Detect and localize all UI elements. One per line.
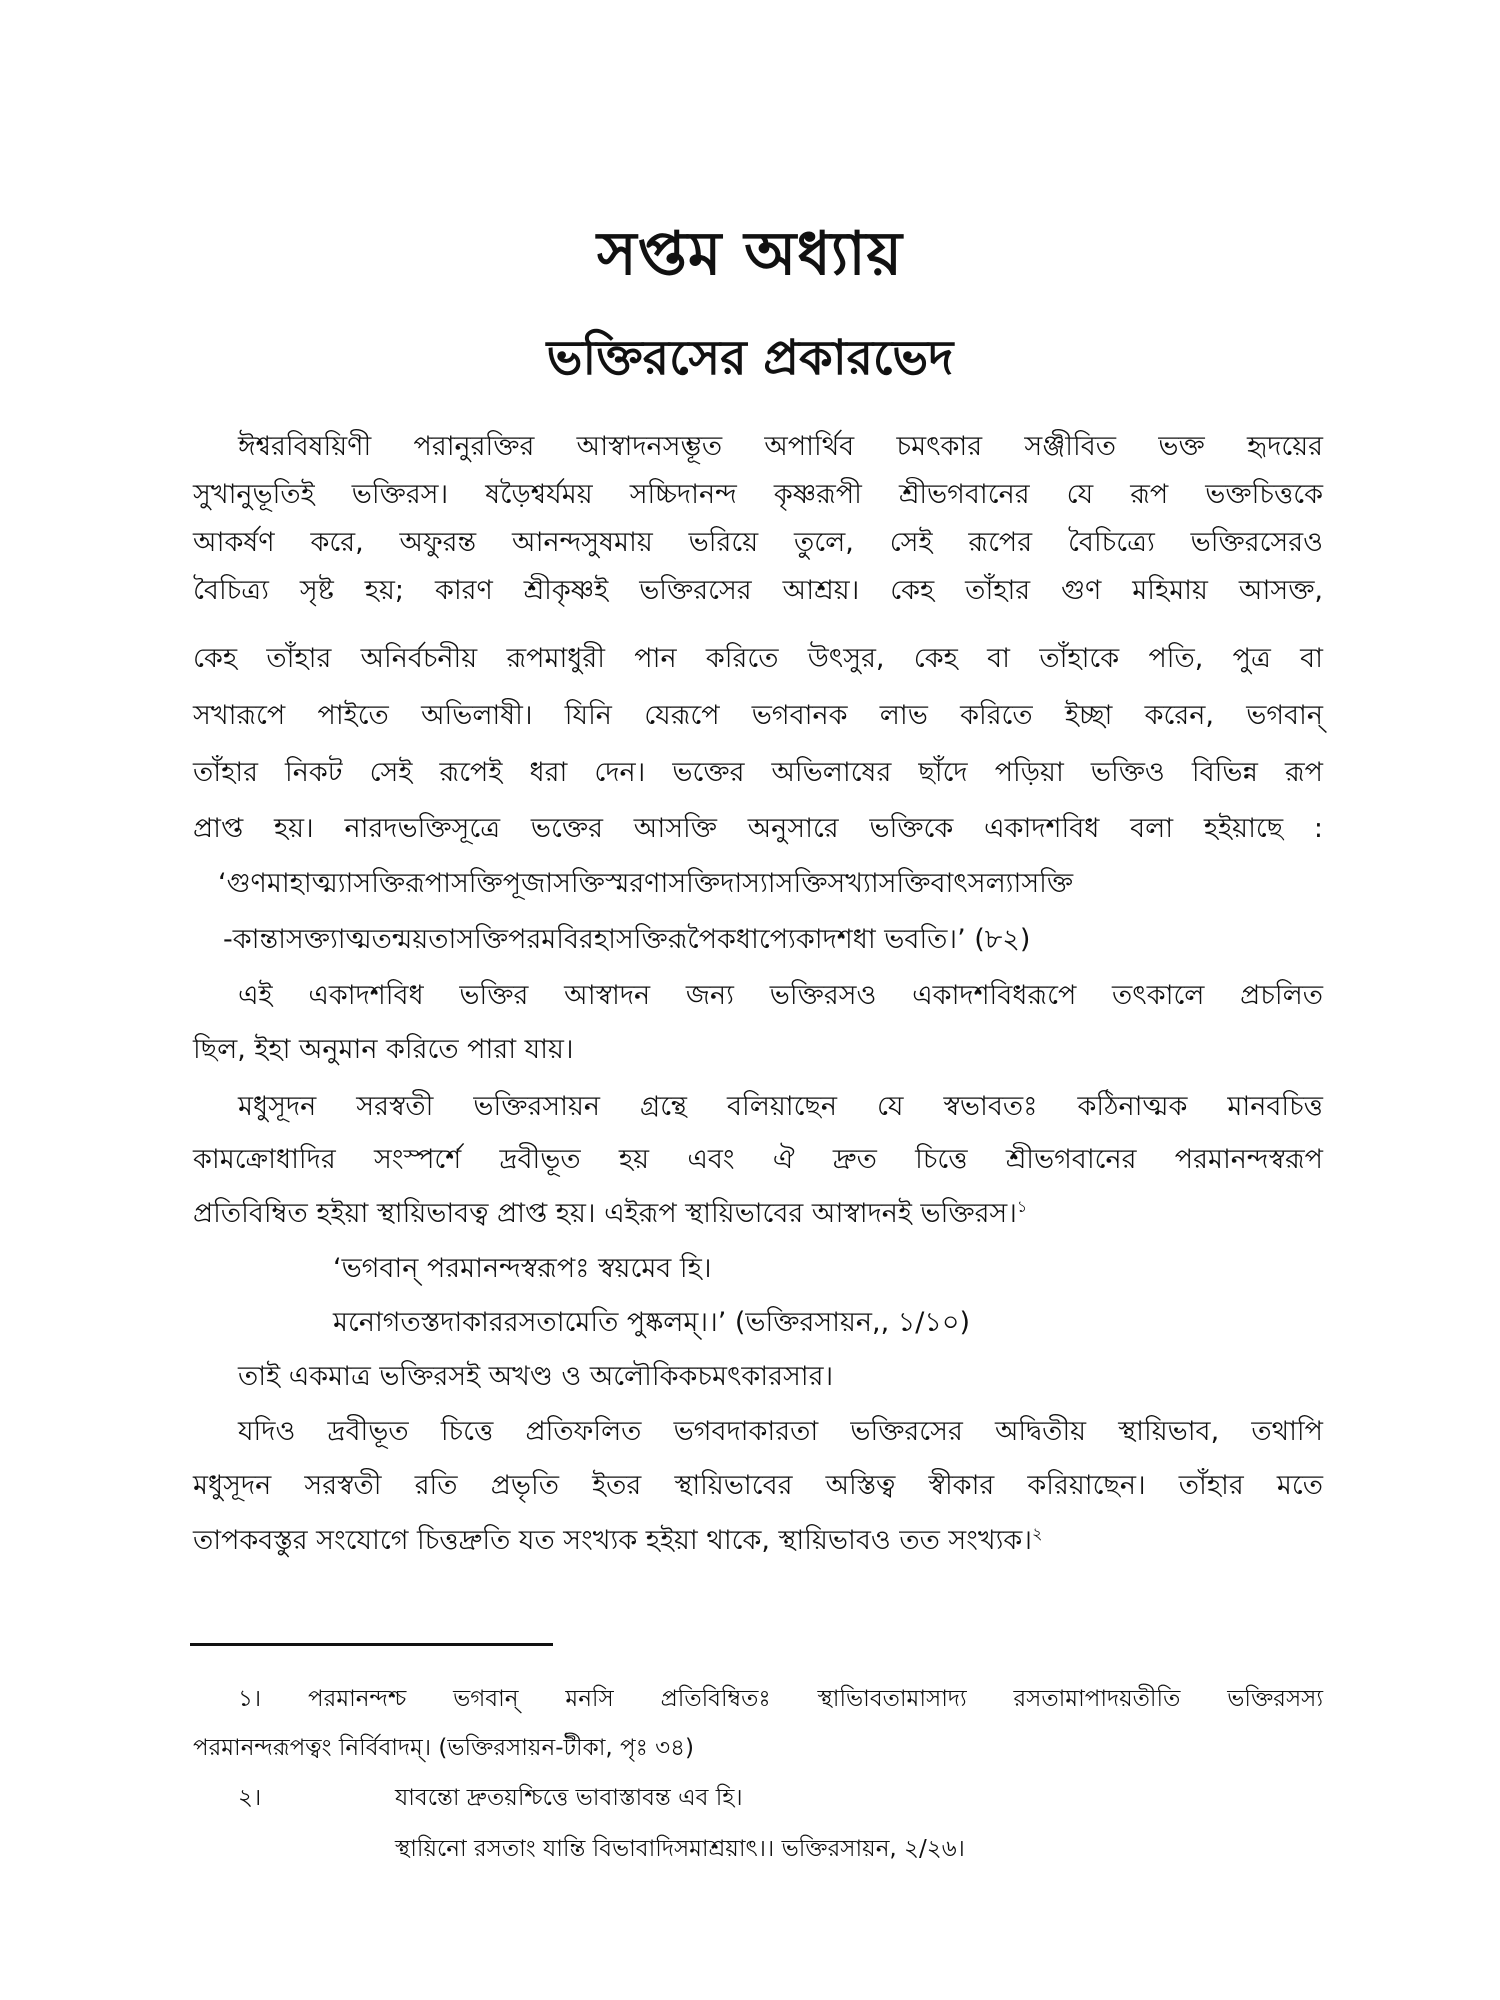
footnote-divider xyxy=(190,1643,553,1646)
body-line: সখারূপে পাইতে অভিলাষী। যিনি যেরূপে ভগবানক লাভ করিতে ইচ্ছা করেন, ভগবান্ xyxy=(193,700,1323,731)
body-line: ঈশ্বরবিষয়িণী পরানুরক্তির আস্বাদনসম্ভূত অপার্থিব চমৎকার সঞ্জীবিত ভক্ত হৃদয়ের xyxy=(238,431,1323,462)
body-line xyxy=(193,1524,1043,1561)
chapter-title: সপ্তম অধ্যায় xyxy=(597,219,903,289)
footnote-line: যাবন্তো দ্রুতয়শ্চিত্তে ভাবাস্তাবন্ত এব হি। xyxy=(395,1785,743,1811)
footnote-number: ২। xyxy=(238,1785,262,1811)
body-line xyxy=(193,1197,1028,1234)
footnote-ref-2: ২ xyxy=(1031,1524,1043,1543)
verse-line: মনোগতস্তদাকাররসতামেতি পুষ্কলম্।।’ (ভক্তিরসায়ন,, ১/১০) xyxy=(333,1307,971,1338)
body-line: ছিল, ইহা অনুমান করিতে পারা যায়। xyxy=(193,1034,574,1065)
body-line: এই একাদশবিধ ভক্তির আস্বাদন জন্য ভক্তিরসও একাদশবিধরূপে তৎকালে প্রচলিত xyxy=(238,980,1323,1011)
body-line: যদিও দ্রবীভূত চিত্তে প্রতিফলিত ভগবদাকারতা ভক্তিরসের অদ্বিতীয় স্থায়িভাব, তথাপি xyxy=(238,1416,1323,1447)
quote-line: -কান্তাসক্ত্যাত্মতন্ময়তাসক্তিপরমবিরহাসক্তিরূপৈকধাপ্যেকাদশধা ভবতি।’ (৮২) xyxy=(223,924,1031,955)
body-line: কামক্রোধাদির সংস্পর্শে দ্রবীভূত হয় এবং ঐ দ্রুত চিত্তে শ্রীভগবানের পরমানন্দস্বরূপ xyxy=(193,1144,1323,1175)
verse-line: ‘ভগবান্ পরমানন্দস্বরূপঃ স্বয়মেব হি। xyxy=(333,1253,712,1284)
footnote-line: ১। পরমানন্দশ্চ ভগবান্ মনসি প্রতিবিম্বিতঃ স্থাভিাবতামাসাদ্য রসতামাপাদয়তীতি ভক্তিরসস্য xyxy=(238,1686,1323,1712)
footnote-line: স্থায়িনো রসতাং যান্তি বিভাবাদিসমাশ্রয়াৎ।। ভক্তিরসায়ন, ২/২৬। xyxy=(395,1836,965,1862)
footnote-line: পরমানন্দরূপত্বং নির্বিবাদম্। (ভক্তিরসায়ন-টীকা, পৃঃ ৩৪) xyxy=(193,1735,695,1761)
body-line: তাঁহার নিকট সেই রূপেই ধরা দেন। ভক্তের অভিলাষের ছাঁদে পড়িয়া ভক্তিও বিভিন্ন রূপ xyxy=(193,757,1323,788)
body-line: তাই একমাত্র ভক্তিরসই অখণ্ড ও অলৌকিকচমৎকারসার। xyxy=(238,1361,834,1392)
body-line: মধুসূদন সরস্বতী ভক্তিরসায়ন গ্রন্থে বলিয়াছেন যে স্বভাবতঃ কঠিনাত্মক মানবচিত্ত xyxy=(238,1091,1323,1122)
body-line: সুখানুভূতিই ভক্তিরস। ষড়ৈশ্বর্যময় সচ্চিদানন্দ কৃষ্ণরূপী শ্রীভগবানের যে রূপ ভক্তচিত্তকে xyxy=(193,479,1323,510)
section-title: ভক্তিরসের প্রকারভেদ xyxy=(546,330,954,386)
body-line: আকর্ষণ করে, অফুরন্ত আনন্দসুষমায় ভরিয়ে তুলে, সেই রূপের বৈচিত্র্যে ভক্তিরসেরও xyxy=(193,527,1323,558)
body-line-text: তাপকবস্তুর সংযোগে চিত্তদ্রুতি যত সংখ্যক হইয়া থাকে, স্থায়িভাবও তত সংখ্যক। xyxy=(193,1525,1032,1556)
body-line: মধুসূদন সরস্বতী রতি প্রভৃতি ইতর স্থায়িভাবের অস্তিত্ব স্বীকার করিয়াছেন। তাঁহার মতে xyxy=(193,1470,1323,1501)
footnote-ref-1: ১ xyxy=(1016,1197,1028,1216)
body-line-text: প্রতিবিম্বিত হইয়া স্থায়িভাবত্ব প্রাপ্ত হয়। এইরূপ স্থায়িভাবের আস্বাদনই ভক্তিরস। xyxy=(193,1198,1017,1229)
body-line: কেহ তাঁহার অনির্বচনীয় রূপমাধুরী পান করিতে উৎসুর, কেহ বা তাঁহাকে পতি, পুত্র বা xyxy=(193,643,1323,674)
body-line: প্রাপ্ত হয়। নারদভক্তিসূত্রে ভক্তের আসক্তি অনুসারে ভক্তিকে একাদশবিধ বলা হইয়াছে : xyxy=(193,813,1323,844)
quote-line: ‘গুণমাহাত্ম্যাসক্তিরূপাসক্তিপূজাসক্তিস্মরণাসক্তিদাস্যাসক্তিসখ্যাসক্তিবাৎসল্যাসক্তি xyxy=(218,868,1074,899)
body-line: বৈচিত্র্য সৃষ্ট হয়; কারণ শ্রীকৃষ্ণই ভক্তিরসের আশ্রয়। কেহ তাঁহার গুণ মহিমায় আসক্ত, xyxy=(193,575,1323,606)
